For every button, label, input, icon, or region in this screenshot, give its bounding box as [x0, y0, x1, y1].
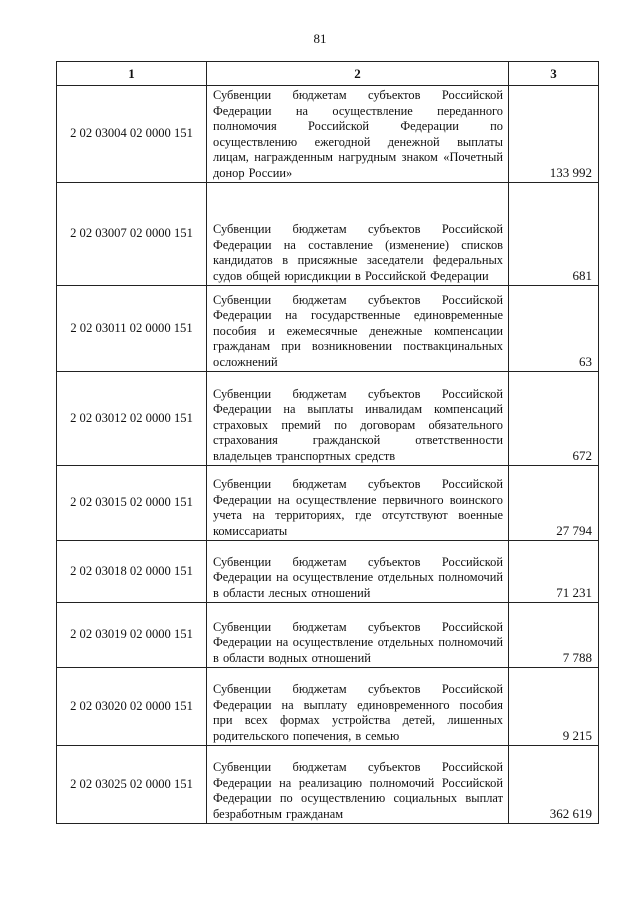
page-number: 81 [313, 31, 327, 46]
table-row [57, 603, 599, 668]
row-description: Субвенции бюджетам субъектов Российской Федерации на составление (изменение) списков кандидатов в присяжные заседатели федеральных судов общей юрисдикции в Российской Федерации [207, 183, 509, 286]
row-amount: 71 231 [509, 541, 599, 603]
header-col-1: 1 [57, 62, 207, 86]
table-row [57, 183, 599, 286]
row-description: Субвенции бюджетам субъектов Российской Федерации на государственные единовременные пособия и ежемесячные денежные компенсации гражданам при возникновении поствакцинальных осложнений [207, 286, 509, 372]
table-row [57, 746, 599, 824]
header-col-2: 2 [207, 62, 509, 86]
row-description: Субвенции бюджетам субъектов Российской Федерации на осуществление переданного полномочия Российской Федерации по осуществлению ежегодной денежной выплаты лицам, награжденным нагрудным знаком «Почетный донор России» [207, 86, 509, 183]
row-description: Субвенции бюджетам субъектов Российской Федерации на осуществление отдельных полномочий в области водных отношений [207, 603, 509, 668]
header-col-3: 3 [509, 62, 599, 86]
budget-code: 2 02 03025 02 0000 151 [57, 746, 207, 824]
budget-table [56, 61, 599, 824]
budget-code: 2 02 03020 02 0000 151 [57, 668, 207, 746]
row-amount: 7 788 [509, 603, 599, 668]
budget-code: 2 02 03011 02 0000 151 [57, 286, 207, 372]
row-amount: 63 [509, 286, 599, 372]
table-row [57, 372, 599, 466]
row-description: Субвенции бюджетам субъектов Российской Федерации на реализацию полномочий Российской Федерации по осуществлению социальных выплат безработным гражданам [207, 746, 509, 824]
budget-code: 2 02 03004 02 0000 151 [57, 86, 207, 183]
row-description: Субвенции бюджетам субъектов Российской Федерации на выплату единовременного пособия при всех формах устройства детей, лишенных родительского попечения, в семью [207, 668, 509, 746]
table-header-row [57, 62, 599, 86]
budget-code: 2 02 03012 02 0000 151 [57, 372, 207, 466]
budget-code: 2 02 03019 02 0000 151 [57, 603, 207, 668]
row-amount: 133 992 [509, 86, 599, 183]
row-description: Субвенции бюджетам субъектов Российской Федерации на выплаты инвалидам компенсаций страховых премий по договорам обязательного страхования гражданской ответственности владельцев транспортных средств [207, 372, 509, 466]
row-amount: 672 [509, 372, 599, 466]
row-description: Субвенции бюджетам субъектов Российской Федерации на осуществление отдельных полномочий в области лесных отношений [207, 541, 509, 603]
budget-code: 2 02 03015 02 0000 151 [57, 466, 207, 541]
table-row [57, 466, 599, 541]
row-amount: 362 619 [509, 746, 599, 824]
budget-code: 2 02 03018 02 0000 151 [57, 541, 207, 603]
row-amount: 681 [509, 183, 599, 286]
row-amount: 27 794 [509, 466, 599, 541]
row-amount: 9 215 [509, 668, 599, 746]
table-row [57, 86, 599, 183]
row-description: Субвенции бюджетам субъектов Российской Федерации на осуществление первичного воинского учета на территориях, где отсутствуют военные комиссариаты [207, 466, 509, 541]
budget-code: 2 02 03007 02 0000 151 [57, 183, 207, 286]
table-row [57, 541, 599, 603]
table-row [57, 286, 599, 372]
table-row [57, 668, 599, 746]
